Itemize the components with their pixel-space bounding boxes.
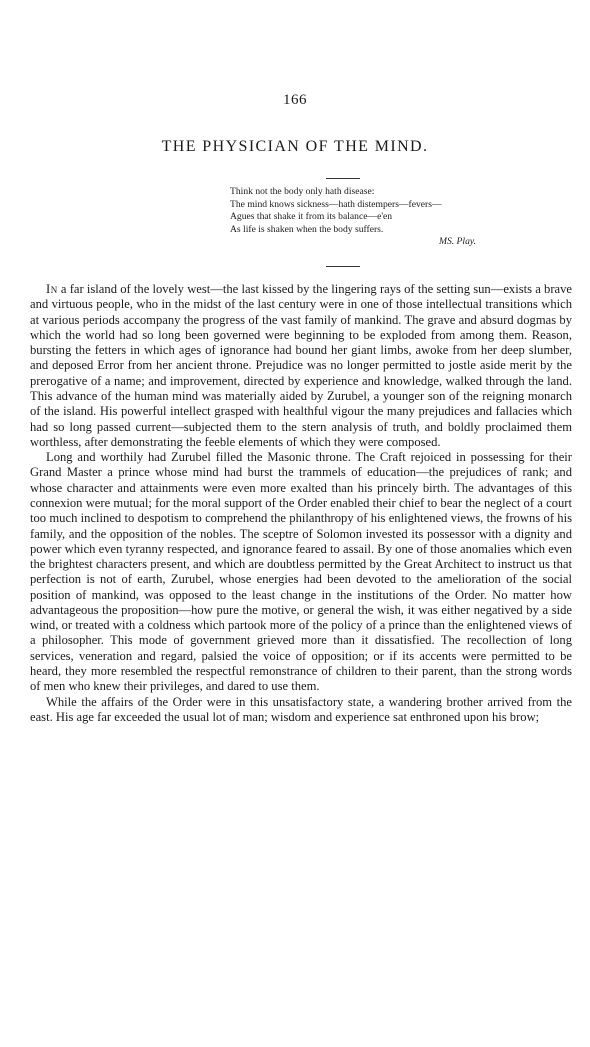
paragraph-text: While the affairs of the Order were in this unsatisfactory state, a wandering brother arrived from the east. His age far exceeded the usual lot of man; wisdom and experience sat enthroned upon his brow; xyxy=(30,694,572,724)
epigraph-line: Think not the body only hath disease: xyxy=(230,186,375,197)
paragraph-text: Long and worthily had Zurubel filled the Masonic throne. The Craft rejoiced in possessing for their Grand Master a prince whose mind had burst the trammels of education—the prejudices of rank; and whose character and attainments were even more exalted than his princely birth. The advantages of this connexion were mutual; for the moral support of the Order enabled their chief to bear the neglect of a court too much inclined to despotism to comprehend the philanthropy of his enlightened views, the frowns of his family, and the opposition of the nobles. The sceptre of Solomon invested its possessor with a dignity and power which even tyranny respected, and ignorance feared to assail. By one of those anomalies which even the brightest characters present, and which are doubtless permitted by the Great Architect to instruct us that perfection is not of earth, Zurubel, whose energies had been devoted to the amelioration of the social position of mankind, was opposed to the least change in the institutions of the Order. No matter how advantageous the proposition—how pure the motive, or general the wish, it was either negatived by a side wind, or treated with a coldness which partook more of the policy of a prince than the enlightened views of a philosopher. This mode of government grieved more than it dissatisfied. The recollection of long services, veneration and regard, palsied the voice of opposition; or if its accents were permitted to be heard, they more resembled the respectful remonstrance of children to their parent, than the strong words of men who knew their privileges, and dared to use them. xyxy=(30,450,572,694)
paragraph xyxy=(30,450,572,695)
epigraph-line: The mind knows sickness—hath distempers—fevers— xyxy=(230,198,442,210)
chapter-title: THE PHYSICIAN OF THE MIND. xyxy=(161,138,429,155)
epigraph-line: As life is shaken when the body suffers. xyxy=(230,223,384,235)
paragraph-text: a far island of the lovely west—the last kissed by the lingering rays of the setting sun—exists a brave and virtuous people, who in the midst of the last century were in one of those intellectual transitions which at various periods accompany the progress of the vast family of mankind. The grave and absurd dogmas by which the world had so long been governed were beginning to be exploded from among them. Reason, bursting the fetters in which ages of ignorance had bound her giant limbs, awoke from her deep slumber, and deposed Error from her ancient throne. Prejudice was no longer permitted to jostle aside merit by the prerogative of a name; and improvement, directed by experience and knowledge, walked through the land. This advance of the human mind was materially aided by Zurubel, a younger son of the reigning monarch of the island. His powerful intellect grasped with healthful vigour the many prejudices and fallacies which had so long passed current—subjected them to the stern analysis of truth, and boldly proclaimed them worthless, after demonstrating the feeble elements of which they were composed. xyxy=(30,282,572,449)
divider-rule-top xyxy=(326,178,360,179)
epigraph xyxy=(230,186,530,249)
page-number: 166 xyxy=(283,92,307,108)
paragraph xyxy=(30,695,572,726)
epigraph-attribution: MS. Play. xyxy=(438,236,476,248)
paragraph xyxy=(30,282,572,450)
divider-rule-bottom xyxy=(326,266,360,267)
paragraph-lead-word: In xyxy=(46,282,58,296)
epigraph-line: Agues that shake it from its balance—e'en xyxy=(230,211,393,223)
body-text xyxy=(30,282,572,725)
